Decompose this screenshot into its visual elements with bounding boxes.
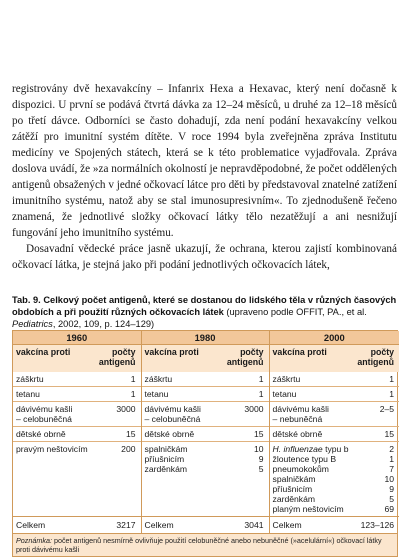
vaccine-cell — [141, 402, 217, 427]
vaccine-cell — [141, 372, 217, 387]
vaccine-line: příušnicím — [144, 454, 185, 464]
count-cell — [347, 427, 399, 442]
vaccine-line: žloutence typu B — [272, 454, 337, 464]
vaccine-line: dávivému kašli — [144, 404, 201, 414]
vaccine-cell — [141, 427, 217, 442]
vaccine-cell — [13, 402, 89, 427]
count-cell — [89, 387, 141, 402]
count-cell — [217, 372, 269, 387]
vaccine-line: zarděnkám — [144, 464, 188, 474]
table-body — [13, 372, 399, 517]
count-line: 1 — [389, 454, 395, 464]
table-caption-source-suffix: , 2002, 109, p. 124–129) — [52, 319, 155, 329]
count-line: 1 — [130, 389, 136, 399]
total-label-1960: Celkem — [13, 517, 89, 534]
count-line: 9 — [258, 454, 264, 464]
table-caption-journal: Pediatrics — [12, 319, 53, 329]
vaccine-line: zarděnkám — [272, 494, 316, 504]
vaccine-line: příušnicím — [272, 484, 313, 494]
total-label-1980: Celkem — [141, 517, 217, 534]
count-line: 9 — [389, 484, 395, 494]
species-name: H. influenzae — [272, 444, 323, 454]
vaccine-line: pneumokokům — [272, 464, 329, 474]
vaccine-line: tetanu — [144, 389, 169, 399]
vaccine-line: – celobuněčná — [16, 414, 72, 424]
count-line: 1 — [258, 389, 264, 399]
count-line: 1 — [389, 389, 395, 399]
total-1980: 3041 — [217, 517, 269, 534]
count-line: 5 — [389, 494, 395, 504]
vaccine-line: dávivému kašli — [272, 404, 329, 414]
vaccine-line: tetanu — [16, 389, 40, 399]
total-label-2000: Celkem — [269, 517, 347, 534]
total-2000: 123–126 — [347, 517, 399, 534]
table-row — [13, 427, 399, 442]
vaccine-line: záškrtu — [16, 374, 44, 384]
count-line: 2 — [389, 444, 395, 454]
vaccine-line: H. influenzae typu b — [272, 444, 349, 454]
count-line: 1 — [258, 374, 264, 384]
vaccine-line: tetanu — [272, 389, 297, 399]
count-line: 69 — [384, 504, 395, 514]
vaccine-line: – nebuněčná — [272, 414, 323, 424]
year-header-row — [13, 331, 399, 345]
col-count-1960: počty antigenů — [89, 345, 141, 373]
table-row — [13, 442, 399, 517]
count-cell — [217, 442, 269, 517]
year-1980: 1980 — [141, 331, 269, 345]
vaccine-line: dětské obrně — [272, 429, 323, 439]
count-cell — [217, 402, 269, 427]
count-line: 5 — [258, 464, 264, 474]
table-row — [13, 372, 399, 387]
table-caption — [12, 294, 398, 330]
col-count-2000: počty antigenů — [347, 345, 399, 373]
count-cell — [89, 442, 141, 517]
count-line: 7 — [389, 464, 395, 474]
table-note — [13, 533, 397, 556]
count-cell — [347, 402, 399, 427]
count-cell — [217, 427, 269, 442]
vaccine-line: pravým neštovicím — [16, 444, 88, 454]
table-caption-label: Tab. 9. Celkový počet antigenů, které se dostanou do lidského těla v různých časových obdobích a při použití různých očkovacích látek — [12, 295, 397, 317]
count-cell — [347, 442, 399, 517]
vaccine-cell — [269, 387, 347, 402]
vaccine-line: spalničkám — [272, 474, 316, 484]
count-line: 3000 — [244, 404, 264, 414]
vaccine-line: – celobuněčná — [144, 414, 201, 424]
body-text — [12, 81, 397, 273]
count-cell — [347, 372, 399, 387]
vaccine-line: záškrtu — [144, 374, 173, 384]
year-1960: 1960 — [13, 331, 141, 345]
col-vaccine-1960: vakcína proti — [13, 345, 89, 373]
vaccine-line: dávivému kašli — [16, 404, 73, 414]
count-line: 10 — [253, 444, 264, 454]
paragraph-1: registrovány dvě hexavakcíny – Infanrix Hexa a Hexavac, který není dočasně k dispozici. U první se podává čtvrtá dávka za 12–24 měsíců, u druhé za 12–18 měsíců po třetí dávce. Odborníci se často dohadují, zda není podání hexavakcíny velkou zátěží pro imunitní systém dítěte. V roce 1994 byla zveřejněna zpráva Institutu medicíny ve Spojených státech, která se k této problematice vyjadřovala. Zpráva doslova uvádí, že »za normálních okolností je nepravděpodobné, že počet oddělených antigenů obsažených v jedné očkovací látce pro děti by představoval znatelné zatížení imunitního systému, natož aby se stal imunosupresivním«. To zjednodušeně řečeno znamená, že jednotlivé složky očkovací látky tělo nezatěžují a ani nesnižují fungování jeho imunitního systému. — [12, 83, 397, 239]
vaccine-line: planým neštovicím — [272, 504, 344, 514]
paragraph-2: Dosavadní vědecké práce jasně ukazují, že ochrana, kterou zajistí kombinovaná očkovací látka, je stejná jako při podání jednotlivých očkovacích látek, — [12, 243, 397, 271]
vaccine-line: spalničkám — [144, 444, 188, 454]
count-cell — [89, 372, 141, 387]
count-line: 15 — [125, 429, 136, 439]
vaccine-cell — [13, 372, 89, 387]
count-line: 200 — [121, 444, 136, 454]
col-vaccine-2000: vakcína proti — [269, 345, 347, 373]
column-header-row — [13, 345, 399, 373]
count-line: 1 — [130, 374, 136, 384]
count-cell — [347, 387, 399, 402]
count-line: 1 — [389, 374, 395, 384]
vaccine-cell — [141, 442, 217, 517]
table-caption-source-prefix: (upraveno podle OFFIT, PA., et al. — [223, 307, 367, 317]
vaccine-line: dětské obrně — [16, 429, 66, 439]
vaccine-cell — [13, 427, 89, 442]
vaccine-cell — [13, 387, 89, 402]
col-count-1980: počty antigenů — [217, 345, 269, 373]
count-line: 2–5 — [379, 404, 395, 414]
vaccine-cell — [141, 387, 217, 402]
vaccine-cell — [269, 402, 347, 427]
count-cell — [89, 427, 141, 442]
count-line: 15 — [253, 429, 264, 439]
count-line: 3000 — [116, 404, 136, 414]
table-note-label: Poznámka: — [16, 536, 52, 545]
vaccine-line: záškrtu — [272, 374, 301, 384]
count-cell — [89, 402, 141, 427]
col-vaccine-1980: vakcína proti — [141, 345, 217, 373]
vaccine-line: dětské obrně — [144, 429, 195, 439]
total-1960: 3217 — [89, 517, 141, 534]
vaccine-cell — [269, 442, 347, 517]
total-row — [13, 517, 399, 534]
vaccine-cell — [13, 442, 89, 517]
table-note-text: počet antigenů nesmírně ovlivňuje použití celobuněčné anebo nebuněčné (»acelulární«) očkovací látky proti dávivému kašli — [16, 536, 382, 554]
table-row — [13, 387, 399, 402]
count-cell — [217, 387, 269, 402]
vaccine-cell — [269, 427, 347, 442]
year-2000: 2000 — [269, 331, 399, 345]
table-row — [13, 402, 399, 427]
count-line: 10 — [384, 474, 395, 484]
vaccine-cell — [269, 372, 347, 387]
antigen-table — [12, 330, 398, 557]
count-line: 15 — [384, 429, 395, 439]
